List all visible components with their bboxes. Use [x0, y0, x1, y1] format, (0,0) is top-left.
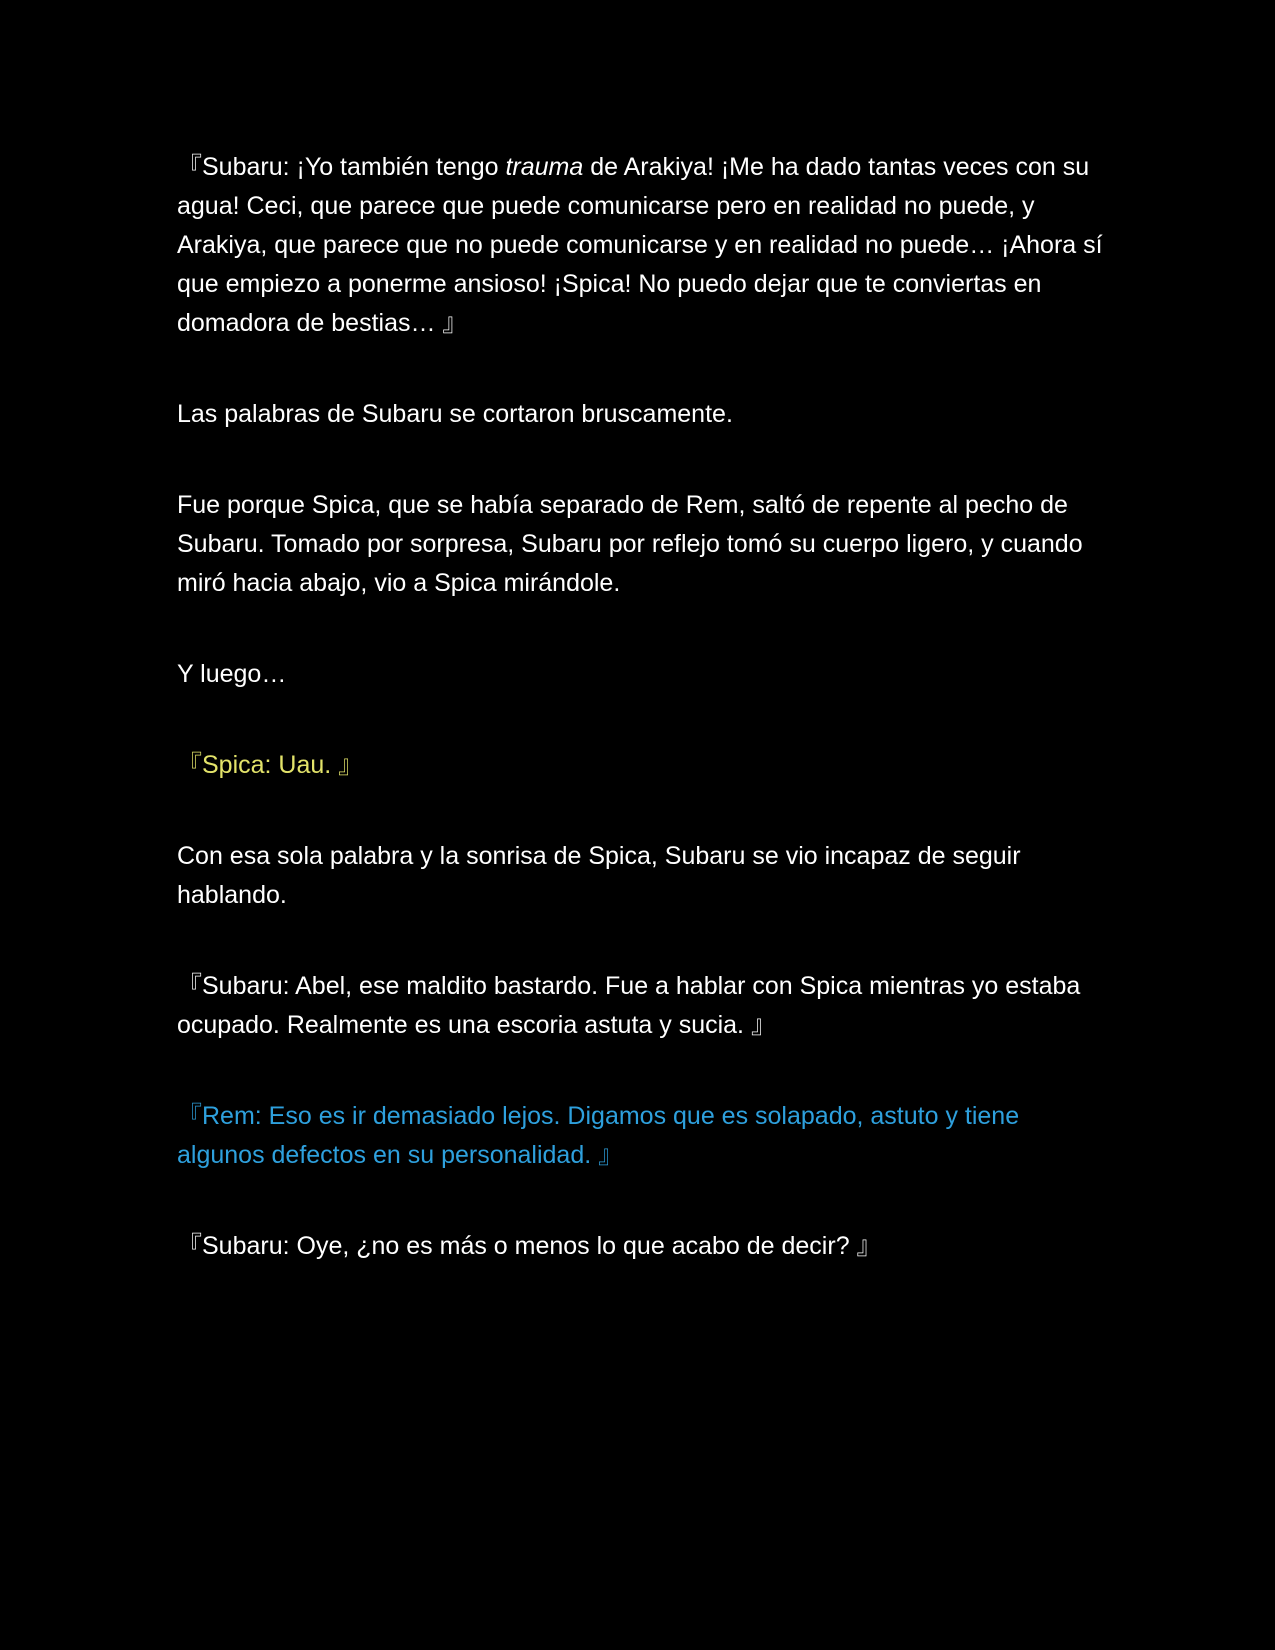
dialogue-rem-too-far: 『Rem: Eso es ir demasiado lejos. Digamos que es solapado, astuto y tiene algunos defectos en su personalidad. 』 [177, 1102, 1020, 1169]
dialogue-subaru-oye: 『Subaru: Oye, ¿no es más o menos lo que acabo de decir? 』 [177, 1232, 882, 1260]
dialogue-spica-uau: 『Spica: Uau. 』 [177, 751, 364, 779]
narration-and-then: Y luego… [177, 660, 287, 688]
narration-spica-jumps: Fue porque Spica, que se había separado de Rem, saltó de repente al pecho de Subaru. Tomado por sorpresa, Subaru por reflejo tomó su cuerpo ligero, y cuando miró hacia abajo, vio a Spica mirándole. [177, 491, 1083, 597]
italic-word-trauma: trauma [505, 153, 584, 181]
dialogue-subaru-trauma [177, 148, 1107, 343]
story-page [177, 148, 1107, 1266]
dialogue-text-start: 『Subaru: ¡Yo también tengo [177, 153, 506, 181]
dialogue-subaru-abel: 『Subaru: Abel, ese maldito bastardo. Fue a hablar con Spica mientras yo estaba ocupado. Realmente es una escoria astuta y sucia. 』 [177, 972, 1081, 1039]
narration-words-cut: Las palabras de Subaru se cortaron bruscamente. [177, 400, 733, 428]
dialogue-text-end: de Arakiya! ¡Me ha dado tantas veces con su agua! Ceci, que parece que puede comunicarse pero en realidad no puede, y Arakiya, que parece que no puede comunicarse y en realidad no puede… ¡Ahora sí que empiezo a ponerme ansioso! ¡Spica! No puedo dejar que te conviertas en domadora de bestias… 』 [177, 153, 1103, 337]
narration-spica-smile: Con esa sola palabra y la sonrisa de Spica, Subaru se vio incapaz de seguir hablando. [177, 842, 1021, 909]
